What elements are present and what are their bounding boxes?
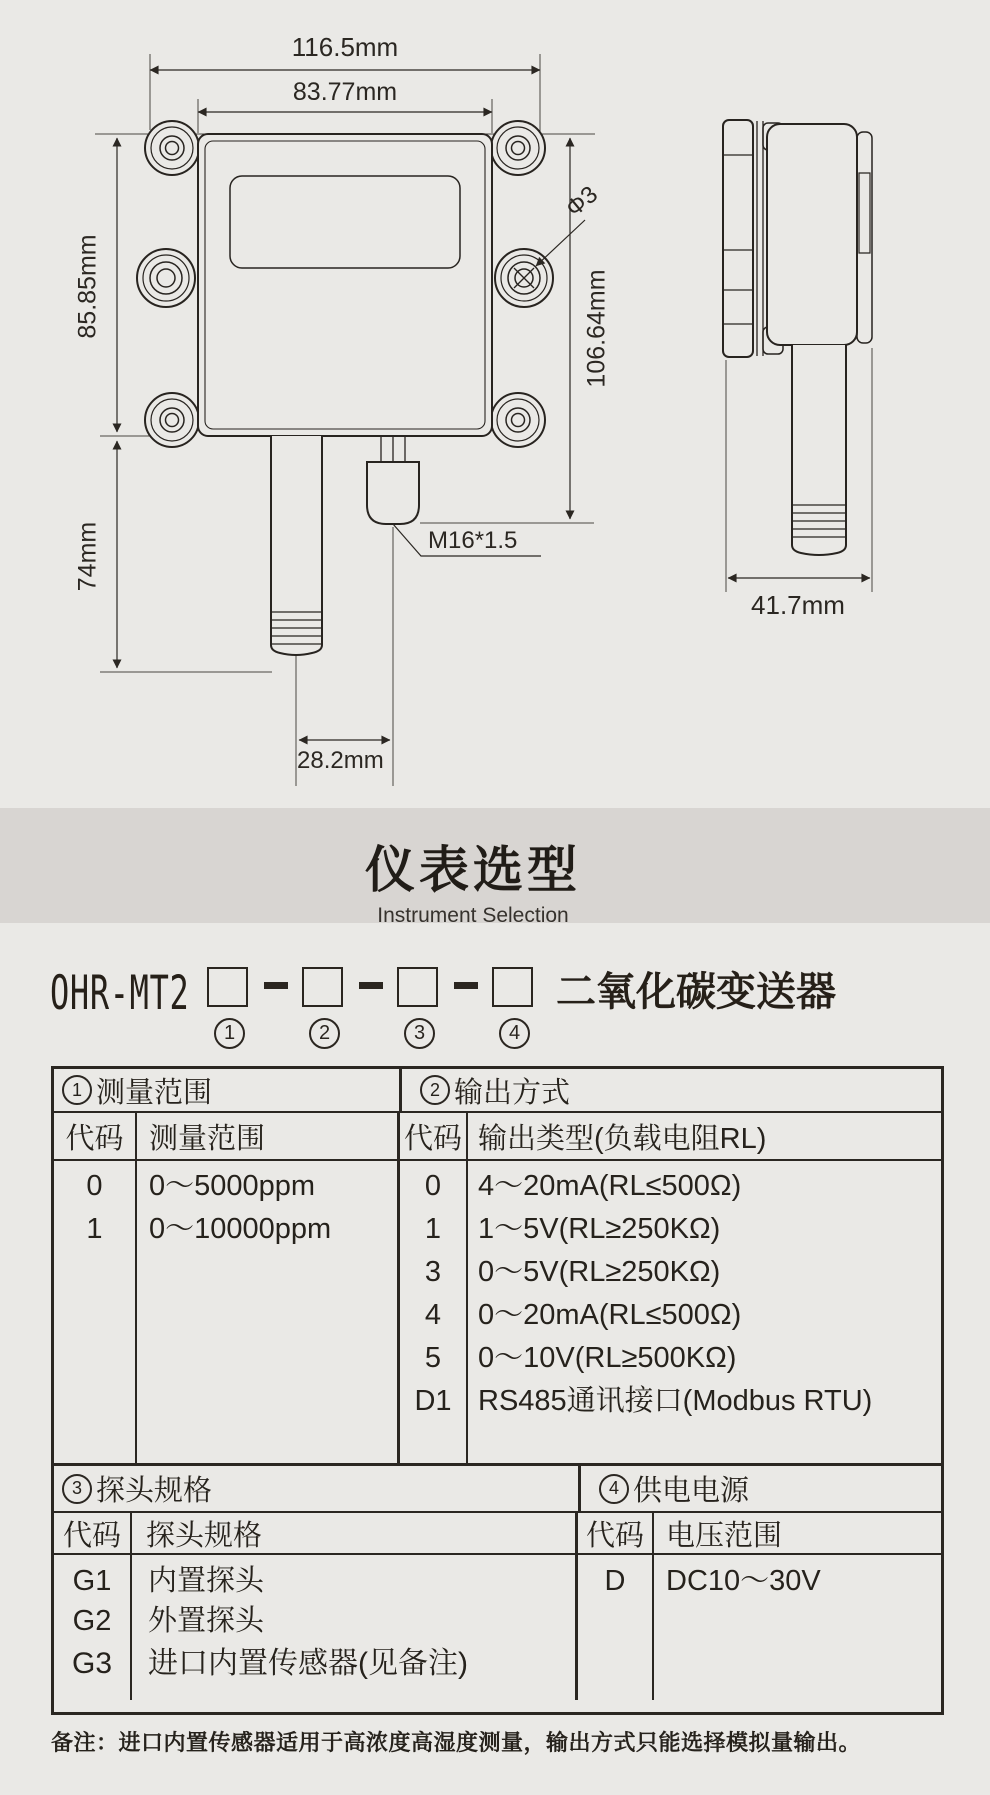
probe-section-header: [54, 1466, 581, 1511]
table-cell: DC10～30V: [666, 1565, 821, 1597]
table-cell: 外置探头: [148, 1605, 265, 1637]
model-code-box-2: [302, 967, 343, 1007]
dim-side-width: 41.7mm: [751, 590, 845, 620]
dim-front-body-width: 83.77mm: [292, 78, 398, 106]
power-value-column: [654, 1555, 941, 1700]
table-cell: G1: [72, 1565, 112, 1597]
output-value-column: [468, 1161, 941, 1463]
table-cell: RS485通讯接口(Modbus RTU): [478, 1385, 873, 1417]
table-cell: G2: [72, 1605, 112, 1637]
range-value-column: [137, 1161, 400, 1463]
output-section-header: [402, 1069, 941, 1111]
power-section-header: [581, 1466, 941, 1511]
model-prefix: OHR-MT2: [50, 966, 190, 1021]
table-cell: 内置探头: [148, 1565, 265, 1597]
table-cell: D: [604, 1565, 626, 1597]
power-header-label: 供电电源: [633, 1475, 750, 1507]
power-code-column-header: 代码: [578, 1513, 654, 1553]
model-code-box-4: [492, 967, 533, 1007]
probe-code-column-header: 代码: [54, 1513, 132, 1553]
power-code-column: [578, 1555, 654, 1700]
dash-separator: [359, 982, 383, 989]
range-code-column: [54, 1161, 137, 1463]
probe-value-column-header: 探头规格: [132, 1513, 578, 1553]
dash-separator: [264, 982, 288, 989]
banner-subtitle: Instrument Selection: [377, 904, 569, 927]
table-cell: 1: [424, 1213, 442, 1245]
footnote: 备注：进口内置传感器适用于高浓度高湿度测量，输出方式只能选择模拟量输出。: [51, 1730, 862, 1755]
range-section-header: [54, 1069, 402, 1111]
circled-number-icon: 1: [62, 1075, 92, 1105]
table-cell: 0: [424, 1170, 442, 1202]
output-code-column-header: 代码: [400, 1113, 468, 1159]
dimension-drawing: [0, 0, 990, 800]
table-cell: D1: [414, 1385, 452, 1417]
position-number-4: 4: [499, 1018, 530, 1049]
dim-front-right-height: 106.64mm: [582, 269, 611, 388]
table-cell: 0～10V(RL≥500KΩ): [478, 1342, 737, 1374]
dim-front-probe-gland-spacing: 28.2mm: [297, 747, 384, 774]
dim-front-probe-length: 74mm: [73, 521, 102, 592]
dim-front-hole-diameter: Φ3: [560, 180, 604, 223]
table-cell: 0～5V(RL≥250KΩ): [478, 1256, 721, 1288]
position-number-2: 2: [309, 1018, 340, 1049]
dim-front-gland-thread: M16*1.5: [428, 527, 518, 554]
table-cell: 1～5V(RL≥250KΩ): [478, 1213, 721, 1245]
output-value-column-header: 输出类型(负载电阻RL): [478, 1122, 767, 1155]
front-view-drawing: [95, 54, 595, 786]
table-cell: 0～5000ppm: [149, 1170, 316, 1202]
table-cell: 5: [424, 1342, 442, 1374]
table-cell: 1: [86, 1213, 103, 1245]
model-code-box-3: [397, 967, 438, 1007]
circled-number-icon: 4: [599, 1474, 629, 1504]
table-cell: 进口内置传感器(见备注): [148, 1647, 468, 1680]
position-number-1: 1: [214, 1018, 245, 1049]
table-cell: 0～20mA(RL≤500Ω): [478, 1299, 742, 1331]
table-cell: 0～10000ppm: [149, 1213, 332, 1245]
range-value-column-header: 测量范围: [137, 1113, 400, 1159]
range-code-column-header: 代码: [54, 1113, 137, 1159]
table-cell: 4～20mA(RL≤500Ω): [478, 1170, 742, 1202]
dim-front-total-width: 116.5mm: [291, 32, 399, 62]
table-cell: 0: [86, 1170, 103, 1202]
output-code-column: [400, 1161, 468, 1463]
section-banner: [0, 808, 990, 927]
side-view-drawing: [723, 120, 872, 592]
output-header-label: 输出方式: [454, 1076, 571, 1109]
dash-separator: [454, 982, 478, 989]
banner-title: 仪表选型: [365, 842, 581, 898]
model-code-box-1: [207, 967, 248, 1007]
position-number-3: 3: [404, 1018, 435, 1049]
power-value-column-header: 电压范围: [666, 1519, 783, 1552]
selection-table-top-section: [54, 1069, 941, 1466]
table-cell: 3: [424, 1256, 442, 1288]
line-art: [0, 0, 990, 800]
dim-front-body-height: 85.85mm: [73, 234, 102, 339]
range-header-label: 测量范围: [96, 1076, 213, 1109]
selection-table: [51, 1066, 944, 1715]
probe-value-column: [132, 1555, 578, 1700]
probe-code-column: [54, 1555, 132, 1700]
circled-number-icon: 3: [62, 1474, 92, 1504]
circled-number-icon: 2: [420, 1075, 450, 1105]
model-suffix: 二氧化碳变送器: [556, 970, 836, 1014]
probe-header-label: 探头规格: [96, 1475, 213, 1507]
table-cell: G3: [71, 1647, 113, 1680]
table-cell: 4: [424, 1299, 442, 1331]
selection-table-bottom-section: [54, 1466, 941, 1700]
